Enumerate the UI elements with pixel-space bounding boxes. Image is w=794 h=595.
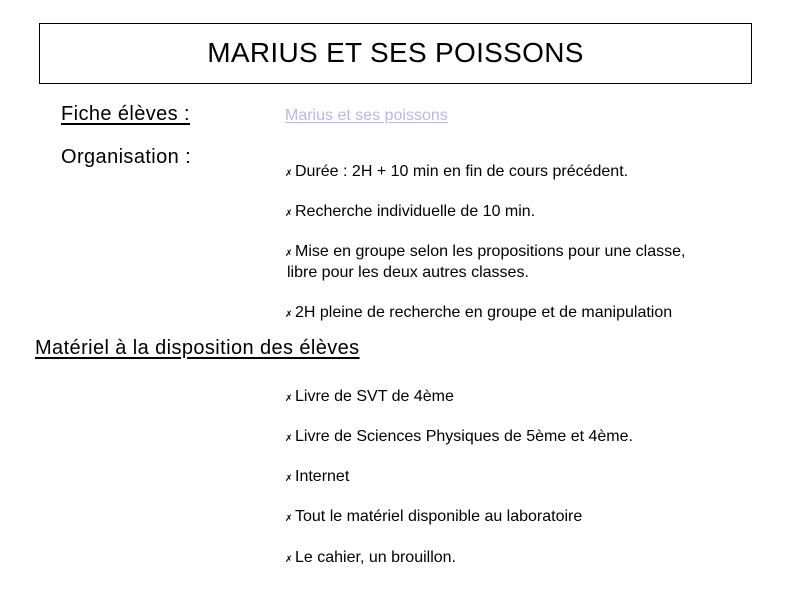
fiche-eleves-label: Fiche élèves : [61, 103, 190, 125]
list-item-text: Livre de SVT de 4ème [295, 388, 454, 405]
list-item-text: Tout le matériel disponible au laboratoire [295, 508, 583, 525]
bullet-icon: ✗ [285, 554, 293, 564]
materiel-item-physique [285, 427, 633, 448]
materiel-item-laboratoire [285, 507, 582, 528]
list-item-text: Internet [295, 468, 350, 485]
materiel-item-cahier [285, 548, 456, 569]
list-item-text-continued: libre pour les deux autres classes. [287, 264, 529, 281]
bullet-icon: ✗ [285, 473, 293, 483]
bullet-icon: ✗ [285, 168, 293, 178]
list-item-text: Recherche individuelle de 10 min. [295, 203, 536, 220]
list-item-text: Mise en groupe selon les propositions pour une classe, [295, 243, 686, 260]
organisation-label: Organisation : [61, 146, 192, 168]
materiel-item-internet [285, 467, 349, 488]
list-item-text: Le cahier, un brouillon. [295, 549, 456, 566]
list-item-text: Durée : 2H + 10 min en fin de cours précédent. [295, 163, 629, 180]
organisation-item-duree [285, 162, 628, 183]
bullet-icon: ✗ [285, 248, 293, 258]
page-title: MARIUS ET SES POISSONS [207, 36, 584, 68]
materiel-item-svt [285, 387, 454, 408]
fiche-eleves-link[interactable]: Marius et ses poissons [285, 107, 448, 124]
bullet-icon: ✗ [285, 309, 293, 319]
bullet-icon: ✗ [285, 513, 293, 523]
list-item-text: Livre de Sciences Physiques de 5ème et 4ème. [295, 428, 633, 445]
materiel-label: Matériel à la disposition des élèves [35, 337, 360, 359]
organisation-item-manipulation [285, 303, 672, 324]
list-item-text: 2H pleine de recherche en groupe et de manipulation [295, 304, 673, 321]
bullet-icon: ✗ [285, 208, 293, 218]
organisation-item-recherche [285, 202, 535, 223]
bullet-icon: ✗ [285, 433, 293, 443]
title-box [39, 23, 752, 84]
bullet-icon: ✗ [285, 393, 293, 403]
organisation-item-groupe [285, 242, 685, 283]
